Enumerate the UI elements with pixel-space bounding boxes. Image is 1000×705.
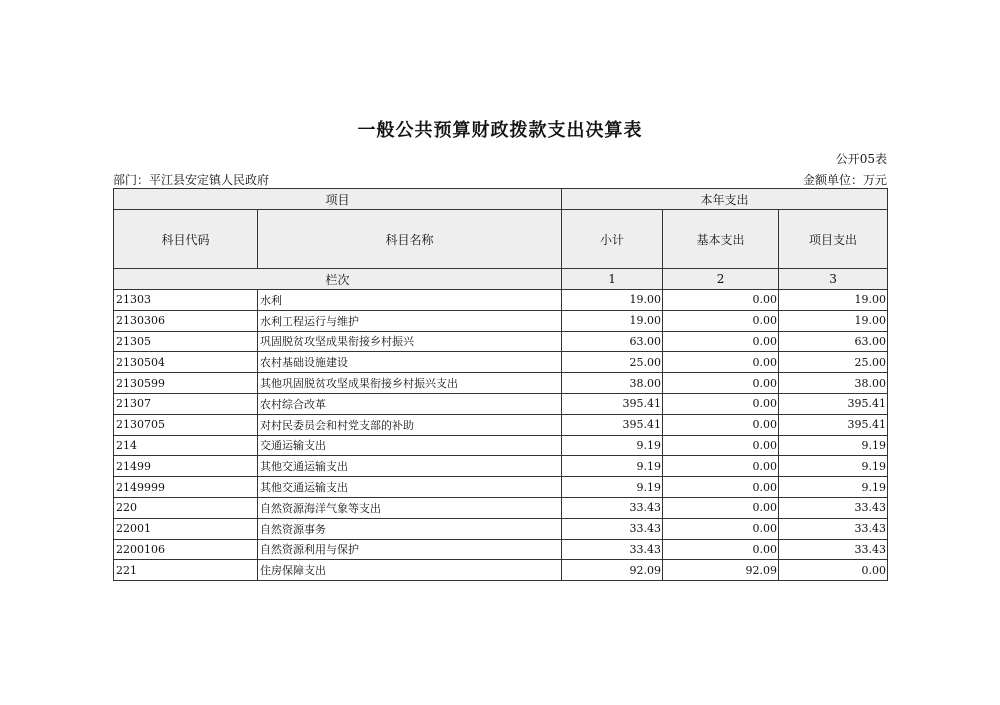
- expenditure-table: [113, 188, 888, 581]
- cell-project-expenditure: 395.41: [779, 414, 888, 435]
- cell-basic-expenditure: 0.00: [663, 310, 779, 331]
- cell-subject-name: 自然资源事务: [258, 518, 562, 539]
- cell-basic-expenditure: 0.00: [663, 456, 779, 477]
- cell-project-expenditure: 9.19: [779, 456, 888, 477]
- cell-project-expenditure: 25.00: [779, 352, 888, 373]
- cell-basic-expenditure: 0.00: [663, 352, 779, 373]
- cell-subject-code: 2130504: [114, 352, 258, 373]
- cell-subtotal: 33.43: [562, 518, 663, 539]
- header-subtotal: 小计: [562, 210, 663, 269]
- header-current-year: 本年支出: [562, 189, 888, 210]
- cell-project-expenditure: 395.41: [779, 393, 888, 414]
- cell-project-expenditure: 0.00: [779, 560, 888, 581]
- cell-subject-code: 21305: [114, 331, 258, 352]
- cell-basic-expenditure: 92.09: [663, 560, 779, 581]
- header-col-1: 1: [562, 269, 663, 290]
- table-row: [114, 373, 888, 394]
- table-row: [114, 539, 888, 560]
- form-number: 公开05表: [835, 152, 887, 166]
- header-column-label: 栏次: [114, 269, 562, 290]
- cell-subject-code: 21303: [114, 290, 258, 311]
- cell-project-expenditure: 9.19: [779, 477, 888, 498]
- cell-subject-name: 对村民委员会和村党支部的补助: [258, 414, 562, 435]
- cell-subject-name: 交通运输支出: [258, 435, 562, 456]
- cell-subject-name: 其他交通运输支出: [258, 477, 562, 498]
- cell-project-expenditure: 33.43: [779, 497, 888, 518]
- cell-basic-expenditure: 0.00: [663, 331, 779, 352]
- cell-subject-name: 农村综合改革: [258, 393, 562, 414]
- cell-subject-code: 21499: [114, 456, 258, 477]
- header-subject-name: 科目名称: [258, 210, 562, 269]
- cell-subtotal: 19.00: [562, 310, 663, 331]
- amount-unit-label: 金额单位：万元: [802, 173, 887, 187]
- cell-subject-code: 22001: [114, 518, 258, 539]
- table-row: [114, 331, 888, 352]
- cell-project-expenditure: 33.43: [779, 518, 888, 539]
- cell-subject-name: 水利: [258, 290, 562, 311]
- table-row: [114, 352, 888, 373]
- cell-subject-name: 农村基础设施建设: [258, 352, 562, 373]
- cell-subject-name: 住房保障支出: [258, 560, 562, 581]
- cell-subtotal: 9.19: [562, 456, 663, 477]
- table-row: [114, 497, 888, 518]
- table-row: [114, 518, 888, 539]
- table-row: [114, 456, 888, 477]
- cell-subtotal: 38.00: [562, 373, 663, 394]
- header-subject-code: 科目代码: [114, 210, 258, 269]
- cell-subject-name: 其他交通运输支出: [258, 456, 562, 477]
- cell-subtotal: 19.00: [562, 290, 663, 311]
- cell-basic-expenditure: 0.00: [663, 290, 779, 311]
- cell-subtotal: 33.43: [562, 497, 663, 518]
- cell-project-expenditure: 33.43: [779, 539, 888, 560]
- cell-subtotal: 25.00: [562, 352, 663, 373]
- header-col-3: 3: [779, 269, 888, 290]
- cell-subject-code: 2130705: [114, 414, 258, 435]
- cell-subject-code: 2200106: [114, 539, 258, 560]
- cell-subtotal: 92.09: [562, 560, 663, 581]
- cell-subject-code: 214: [114, 435, 258, 456]
- department-label: 部门：平江县安定镇人民政府: [113, 173, 270, 187]
- table-row: [114, 310, 888, 331]
- header-basic-expenditure: 基本支出: [663, 210, 779, 269]
- cell-subject-name: 巩固脱贫攻坚成果衔接乡村振兴: [258, 331, 562, 352]
- cell-basic-expenditure: 0.00: [663, 393, 779, 414]
- cell-subject-name: 水利工程运行与维护: [258, 310, 562, 331]
- cell-basic-expenditure: 0.00: [663, 435, 779, 456]
- cell-subtotal: 9.19: [562, 435, 663, 456]
- cell-subject-name: 自然资源海洋气象等支出: [258, 497, 562, 518]
- cell-subtotal: 9.19: [562, 477, 663, 498]
- table-row: [114, 290, 888, 311]
- table-row: [114, 477, 888, 498]
- cell-subject-code: 221: [114, 560, 258, 581]
- table-body: [114, 290, 888, 581]
- cell-subject-code: 21307: [114, 393, 258, 414]
- cell-subject-code: 2130306: [114, 310, 258, 331]
- cell-subject-code: 220: [114, 497, 258, 518]
- cell-basic-expenditure: 0.00: [663, 477, 779, 498]
- table-row: [114, 560, 888, 581]
- cell-subject-code: 2149999: [114, 477, 258, 498]
- page-title: 一般公共预算财政拨款支出决算表: [357, 120, 643, 141]
- cell-subject-name: 自然资源利用与保护: [258, 539, 562, 560]
- cell-basic-expenditure: 0.00: [663, 414, 779, 435]
- cell-basic-expenditure: 0.00: [663, 497, 779, 518]
- cell-project-expenditure: 19.00: [779, 310, 888, 331]
- cell-subject-name: 其他巩固脱贫攻坚成果衔接乡村振兴支出: [258, 373, 562, 394]
- cell-subtotal: 33.43: [562, 539, 663, 560]
- header-project: 项目: [114, 189, 562, 210]
- cell-subtotal: 395.41: [562, 414, 663, 435]
- table-row: [114, 435, 888, 456]
- cell-project-expenditure: 19.00: [779, 290, 888, 311]
- cell-subject-code: 2130599: [114, 373, 258, 394]
- header-project-expenditure: 项目支出: [779, 210, 888, 269]
- header-col-2: 2: [663, 269, 779, 290]
- cell-basic-expenditure: 0.00: [663, 518, 779, 539]
- cell-subtotal: 63.00: [562, 331, 663, 352]
- cell-project-expenditure: 38.00: [779, 373, 888, 394]
- cell-project-expenditure: 63.00: [779, 331, 888, 352]
- cell-basic-expenditure: 0.00: [663, 373, 779, 394]
- table-row: [114, 393, 888, 414]
- cell-subtotal: 395.41: [562, 393, 663, 414]
- cell-project-expenditure: 9.19: [779, 435, 888, 456]
- cell-basic-expenditure: 0.00: [663, 539, 779, 560]
- table-row: [114, 414, 888, 435]
